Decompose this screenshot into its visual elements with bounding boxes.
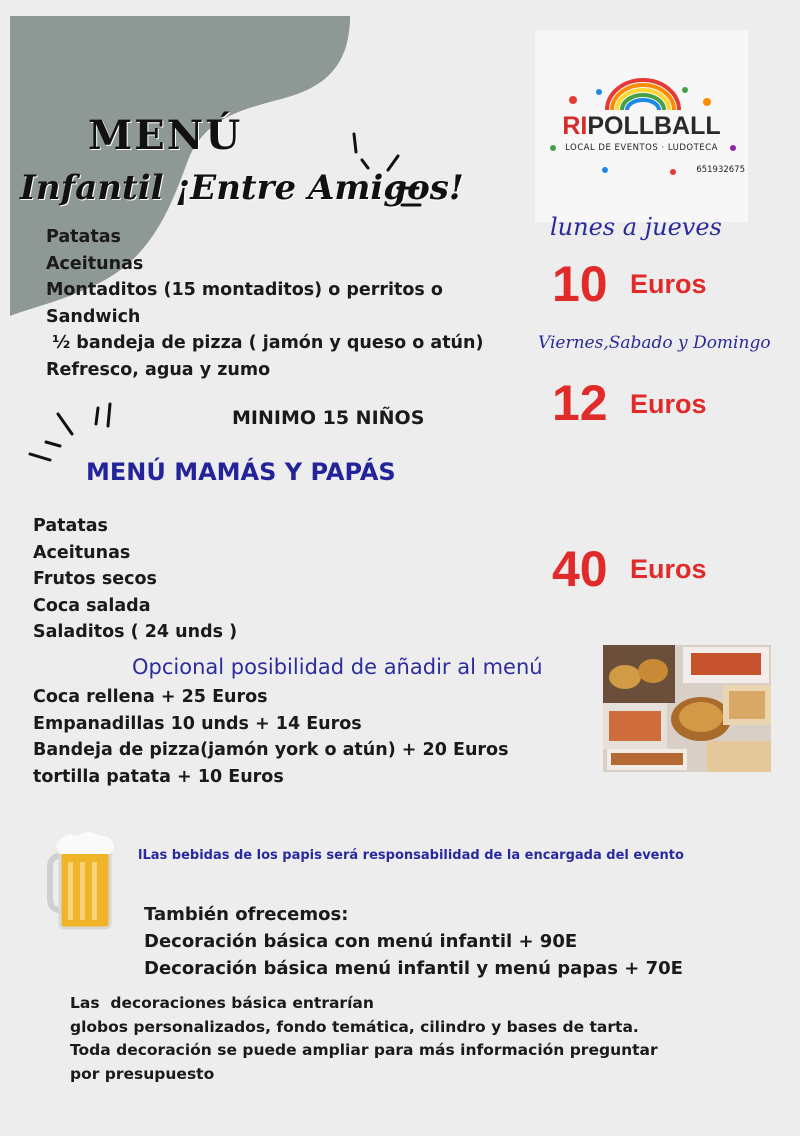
list-item: Decoración básica con menú infantil + 90E (144, 931, 578, 952)
list-item: Toda decoración se puede ampliar para más información preguntar (70, 1041, 658, 1059)
menu-title: MENÚ (88, 112, 243, 159)
list-item: Bandeja de pizza(jamón york o atún) + 20 Euros (33, 740, 509, 760)
beer-mug-icon (44, 828, 116, 932)
weekday-currency: Euros (630, 269, 707, 299)
list-item: Las decoraciones básica entrarían (70, 994, 374, 1012)
list-item: por presupuesto (70, 1064, 215, 1083)
list-item: Montaditos (15 montaditos) o perritos o (46, 280, 443, 300)
parents-menu-heading: MENÚ MAMÁS Y PAPÁS (86, 458, 396, 486)
list-item: globos personalizados, fondo temática, cilindro y bases de tarta. (70, 1017, 639, 1036)
list-item: Patatas (33, 516, 108, 536)
weekend-price: 12 (552, 375, 608, 431)
list-item: Sandwich (46, 306, 141, 327)
weekday-label: lunes a jueves (550, 213, 722, 241)
sparkle-lines-icon (340, 130, 430, 210)
drinks-note: lLas bebidas de los papis será responsabilidad de la encargada del evento (138, 848, 684, 863)
list-item: Decoración básica menú infantil y menú papas + 70E (144, 958, 683, 979)
list-item: Aceitunas (46, 253, 144, 274)
weekend-currency: Euros (630, 389, 707, 419)
food-photo (603, 645, 771, 772)
also-offer-list (144, 928, 683, 982)
list-item: Coca rellena + 25 Euros (33, 687, 268, 707)
weekday-price: 10 (552, 256, 608, 312)
list-item: Coca salada (33, 595, 151, 616)
logo-wordmark: RIPOLLBALL (562, 112, 721, 140)
optional-heading: Opcional posibilidad de añadir al menú (132, 655, 543, 679)
logo-phone: 651932675 (696, 165, 745, 175)
parents-price: 40 (552, 541, 608, 597)
list-item: Empanadillas 10 unds + 14 Euros (33, 713, 362, 734)
list-item: Aceitunas (33, 542, 131, 563)
optional-list (33, 684, 508, 790)
menu-subtitle: Infantil ¡Entre Amigos! (20, 168, 464, 208)
list-item: ½ bandeja de pizza ( jamón y queso o atún) (46, 333, 484, 353)
ripollball-logo (535, 30, 748, 222)
kids-menu-list (46, 224, 483, 383)
logo-tagline: LOCAL DE EVENTOS · LUDOTECA (565, 143, 718, 153)
parents-currency: Euros (630, 554, 707, 584)
minimum-kids-note: MINIMO 15 NIÑOS (232, 407, 425, 429)
list-item: Frutos secos (33, 569, 157, 589)
also-offer-heading: También ofrecemos: (144, 904, 349, 925)
decor-notes (70, 992, 658, 1086)
list-item: Patatas (46, 227, 121, 247)
list-item: Refresco, agua y zumo (46, 359, 271, 380)
weekend-label: Viernes,Sabado y Domingo (538, 333, 771, 353)
list-item: Saladitos ( 24 unds ) (33, 622, 238, 642)
parents-menu-list (33, 513, 237, 646)
list-item: tortilla patata + 10 Euros (33, 766, 284, 787)
